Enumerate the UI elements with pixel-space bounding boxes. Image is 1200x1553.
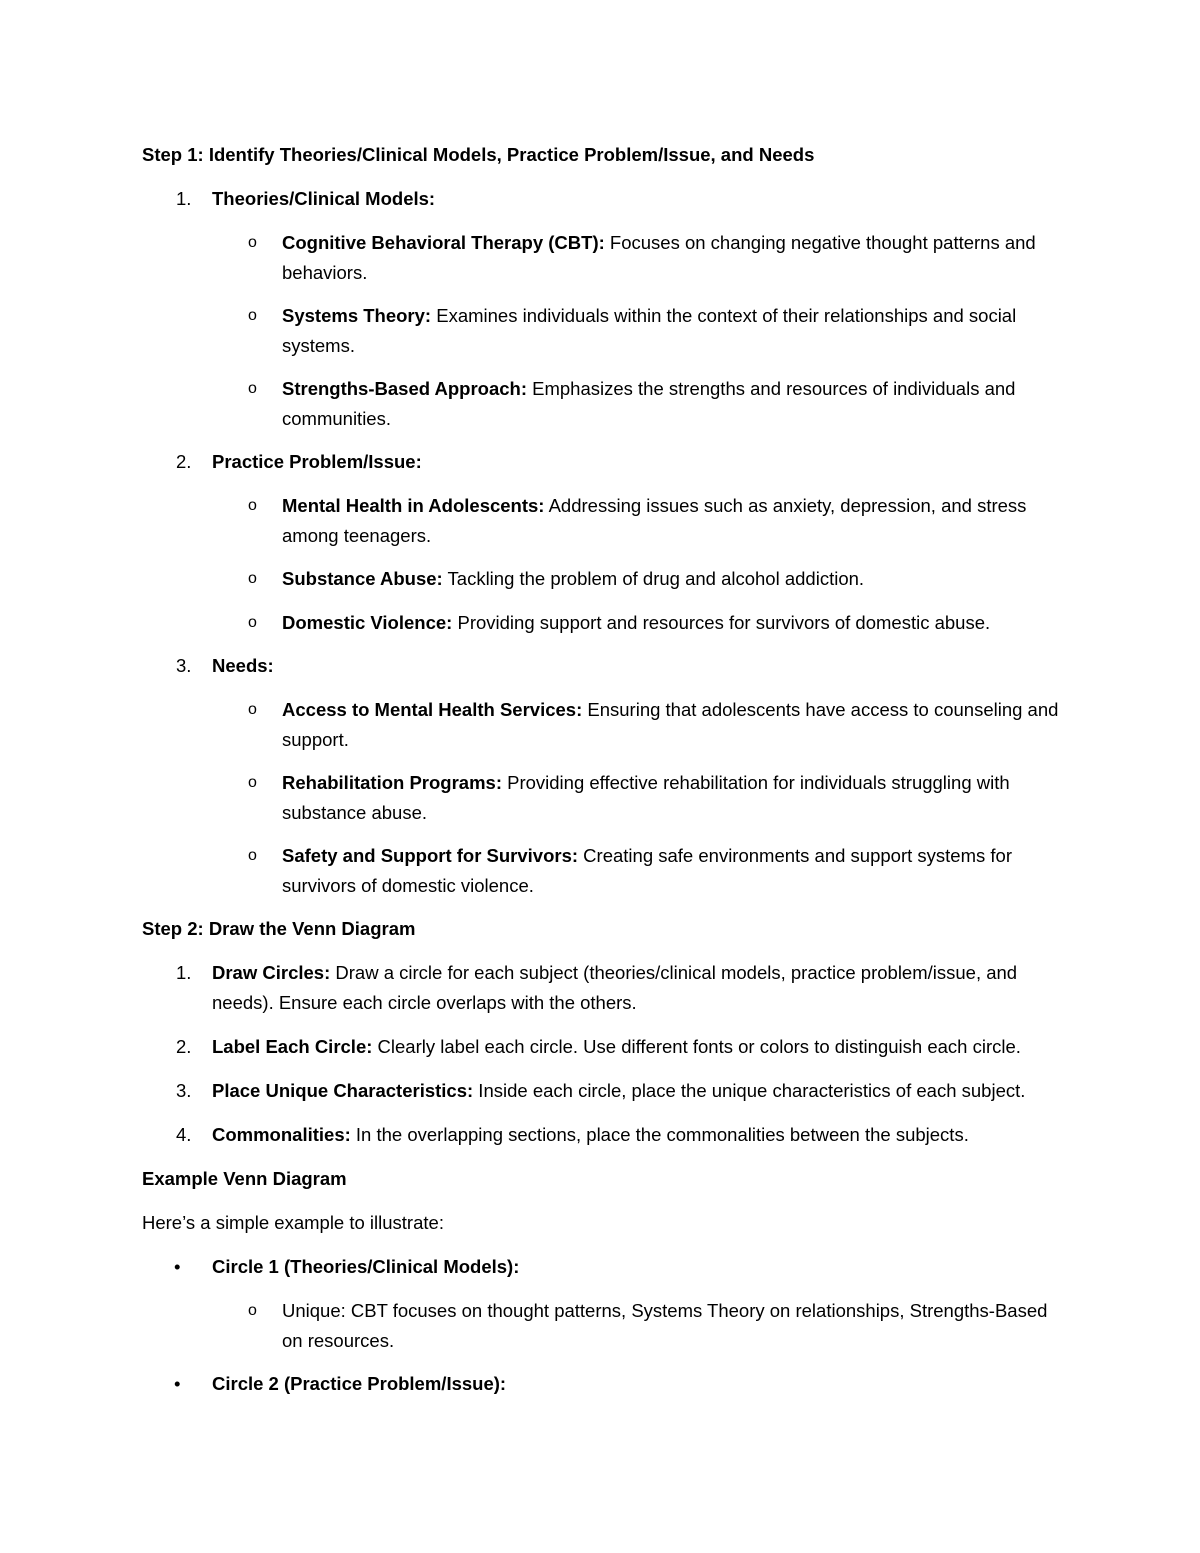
sub-item-term: Rehabilitation Programs: — [282, 772, 502, 793]
sub-item-substance-abuse — [142, 564, 1062, 594]
sub-item-rehabilitation — [142, 768, 1062, 827]
step2-item-draw-circles — [142, 958, 1062, 1018]
step1-item-2 — [142, 447, 1062, 477]
item-term: Label Each Circle: — [212, 1036, 373, 1057]
step2-item-commonalities — [142, 1120, 1062, 1150]
list-number: 3. — [176, 1080, 192, 1101]
sub-bullet-marker: o — [248, 847, 257, 864]
step2-heading: Step 2: Draw the Venn Diagram — [142, 918, 416, 939]
item-text: Draw a circle for each subject (theories/clinical models, practice problem/issue, and needs). Ensure each circle overlaps with the others. — [212, 962, 1018, 1013]
example-bullet-circle-1 — [142, 1252, 1062, 1282]
sub-bullet-marker: o — [248, 570, 257, 587]
sub-item-term: Substance Abuse: — [282, 568, 443, 589]
list-number: 3. — [176, 655, 192, 676]
sub-bullet-marker: o — [248, 234, 257, 251]
sub-item-cbt — [142, 228, 1062, 287]
sub-item-term: Systems Theory: — [282, 305, 432, 326]
sub-item-text: Providing effective rehabilitation for individuals struggling with substance abuse. — [282, 772, 1010, 823]
item-term: Draw Circles: — [212, 962, 331, 983]
step1-heading: Step 1: Identify Theories/Clinical Models, Practice Problem/Issue, and Needs — [142, 144, 815, 165]
example-sub-item-unique — [142, 1296, 1062, 1355]
item-term: Commonalities: — [212, 1124, 351, 1145]
sub-item-strengths-based — [142, 374, 1062, 433]
list-number: 1. — [176, 962, 192, 983]
sub-item-text: Examines individuals within the context of their relationships and social systems. — [282, 305, 1017, 356]
sub-item-term: Mental Health in Adolescents: — [282, 495, 545, 516]
step1-item-3 — [142, 651, 1062, 681]
sub-item-text: Focuses on changing negative thought patterns and behaviors. — [282, 232, 1036, 283]
sub-item-term: Access to Mental Health Services: — [282, 699, 583, 720]
example-bullet-circle-2 — [142, 1369, 1062, 1399]
document-content — [142, 140, 1062, 1399]
item-label: Practice Problem/Issue: — [212, 451, 422, 472]
sub-bullet-marker: o — [248, 701, 257, 718]
example-heading: Example Venn Diagram — [142, 1168, 347, 1189]
item-label: Theories/Clinical Models: — [212, 188, 436, 209]
sub-item-mental-health — [142, 491, 1062, 550]
sub-item-term: Safety and Support for Survivors: — [282, 845, 579, 866]
list-number: 4. — [176, 1124, 192, 1145]
step2-item-label-circle — [142, 1032, 1062, 1062]
step2-item-unique-characteristics — [142, 1076, 1062, 1106]
sub-item-text: Creating safe environments and support systems for survivors of domestic violence. — [282, 845, 1012, 896]
sub-item-text: Unique: CBT focuses on thought patterns, Systems Theory on relationships, Strengths-Based on resources. — [282, 1300, 1048, 1351]
bullet-marker: • — [174, 1256, 181, 1277]
sub-item-term: Cognitive Behavioral Therapy (CBT): — [282, 232, 605, 253]
sub-item-safety-support — [142, 841, 1062, 900]
item-text: Inside each circle, place the unique characteristics of each subject. — [473, 1080, 1026, 1101]
sub-bullet-marker: o — [248, 774, 257, 791]
list-number: 2. — [176, 451, 192, 472]
item-label: Needs: — [212, 655, 274, 676]
sub-item-access-services — [142, 695, 1062, 754]
sub-item-text: Providing support and resources for survivors of domestic abuse. — [452, 611, 991, 633]
sub-bullet-marker: o — [248, 613, 257, 631]
sub-item-text: Addressing issues such as anxiety, depression, and stress among teenagers. — [282, 495, 1027, 546]
sub-item-systems-theory — [142, 301, 1062, 360]
list-number: 2. — [176, 1036, 192, 1057]
bullet-marker: • — [174, 1373, 181, 1394]
sub-bullet-marker: o — [248, 497, 257, 514]
bullet-label: Circle 1 (Theories/Clinical Models): — [212, 1256, 520, 1277]
sub-bullet-marker: o — [248, 380, 257, 397]
item-text: In the overlapping sections, place the commonalities between the subjects. — [350, 1124, 969, 1145]
list-number: 1. — [176, 188, 192, 209]
item-text: Clearly label each circle. Use different fonts or colors to distinguish each circle. — [372, 1036, 1021, 1057]
sub-item-text: Tackling the problem of drug and alcohol addiction. — [442, 568, 865, 589]
sub-item-term: Strengths-Based Approach: — [282, 378, 527, 399]
bullet-label: Circle 2 (Practice Problem/Issue): — [212, 1373, 507, 1394]
sub-item-domestic-violence — [142, 608, 1062, 638]
example-intro: Here’s a simple example to illustrate: — [142, 1212, 444, 1233]
sub-item-text: Ensuring that adolescents have access to counseling and support. — [282, 699, 1059, 750]
sub-bullet-marker: o — [248, 1302, 257, 1319]
sub-item-term: Domestic Violence: — [282, 611, 453, 633]
sub-bullet-marker: o — [248, 307, 257, 324]
item-term: Place Unique Characteristics: — [212, 1080, 474, 1101]
step1-item-1 — [142, 184, 1062, 214]
sub-item-text: Emphasizes the strengths and resources of individuals and communities. — [282, 378, 1016, 429]
